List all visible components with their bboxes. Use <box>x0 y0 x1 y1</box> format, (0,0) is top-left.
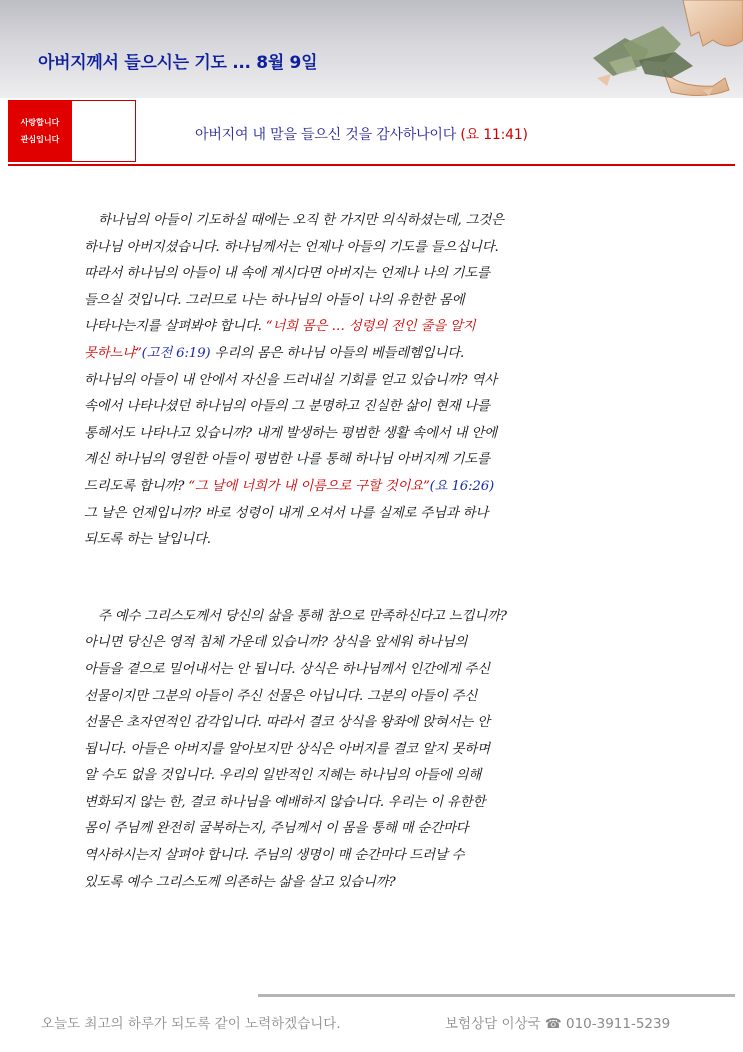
footer-divider <box>258 994 735 997</box>
text-segment: 우리의 몸은 하나님 아들의 베들레헴입니다. <box>210 345 465 361</box>
header-banner <box>0 0 743 98</box>
text-line: 통해서도 나타나고 있습니까? 내게 발생하는 평범한 생활 속에서 내 안에 <box>84 425 497 441</box>
scripture-reference: (고전 6:19) <box>141 345 211 361</box>
devotional-body <box>84 208 674 896</box>
page-title: 아버지께서 들으시는 기도 ... 8월 9일 <box>38 53 318 73</box>
text-line: 속에서 나타나셨던 하나님의 아들의 그 분명하고 진실한 삶이 현재 나를 <box>84 399 490 415</box>
text-segment: 나타나는지를 살펴봐야 합니다. <box>84 319 266 335</box>
text-line: 알 수도 없을 것입니다. 우리의 일반적인 지혜는 하나님의 아들에 의해 <box>84 768 482 784</box>
footer-slogan: 오늘도 최고의 하루가 되도록 같이 노력하겠습니다. <box>41 1016 341 1032</box>
text-line: 선물은 초자연적인 감각입니다. 따라서 결코 상식을 왕좌에 앉혀서는 안 <box>84 715 490 731</box>
paragraph-2 <box>84 604 674 897</box>
text-line: 선물이지만 그분의 아들이 주신 선물은 아닙니다. 그분의 아들이 주신 <box>84 688 478 704</box>
text-line: 변화되지 않는 한, 결코 하나님을 예배하지 않습니다. 우리는 이 유한한 <box>84 794 486 810</box>
text-line: 하나님의 아들이 내 안에서 자신을 드러내실 기회를 얻고 있습니까? 역사 <box>84 372 497 388</box>
text-line: 따라서 하나님의 아들이 내 속에 계시다면 아버지는 언제나 나의 기도를 <box>84 266 490 282</box>
text-segment: 드리도록 합니까? <box>84 478 189 494</box>
eggshell-money-illustration <box>553 0 743 98</box>
text-line: 그 날은 언제입니까? 바로 성령이 내게 오셔서 나를 실제로 주님과 하나 <box>84 505 489 521</box>
text-line <box>84 341 674 368</box>
key-verse <box>195 124 528 144</box>
scripture-quote: “너희 몸은 … 성령의 전인 줄을 알지 <box>265 319 476 335</box>
badge-line-1: 사랑합니다 <box>20 118 60 127</box>
blank-box <box>72 100 136 162</box>
scripture-quote: 못하느냐” <box>84 345 142 361</box>
text-line: 하나님의 아들이 기도하실 때에는 오직 한 가지만 의식하셨는데, 그것은 <box>98 213 504 228</box>
text-line <box>84 474 674 501</box>
verse-text: 아버지여 내 말을 들으신 것을 감사하나이다 <box>195 127 457 143</box>
text-line: 아들을 곁으로 밀어내서는 안 됩니다. 상식은 하나님께서 인간에게 주신 <box>84 661 490 677</box>
text-line: 들으실 것입니다. 그러므로 나는 하나님의 아들이 나의 유한한 몸에 <box>84 292 465 308</box>
text-line: 아니면 당신은 영적 침체 가운데 있습니까? 상식을 앞세워 하나님의 <box>84 635 468 651</box>
text-line: 됩니다. 아들은 아버지를 알아보지만 상식은 아버지를 결코 알지 못하며 <box>84 741 490 757</box>
text-line: 계신 하나님의 영원한 아들이 평범한 나를 통해 하나님 아버지께 기도를 <box>84 452 490 468</box>
verse-bar <box>8 100 735 166</box>
text-line <box>84 314 674 341</box>
text-line: 역사하시는지 살펴야 합니다. 주님의 생명이 매 순간마다 드러날 수 <box>84 848 465 864</box>
scripture-quote: “그 날에 너희가 내 이름으로 구할 것이요” <box>188 478 430 494</box>
badge-line-2: 관심입니다 <box>20 135 60 144</box>
text-line: 주 예수 그리스도께서 당신의 삶을 통해 참으로 만족하신다고 느낍니까? <box>98 608 507 624</box>
text-line: 몸이 주님께 완전히 굴복하는지, 주님께서 이 몸을 통해 매 순간마다 <box>84 821 469 837</box>
paragraph-1 <box>84 208 674 554</box>
verse-reference: (요 11:41) <box>460 127 528 143</box>
text-line: 하나님 아버지셨습니다. 하나님께서는 언제나 아들의 기도를 들으십니다. <box>84 239 499 255</box>
text-line: 있도록 예수 그리스도께 의존하는 삶을 살고 있습니까? <box>84 874 396 890</box>
scripture-reference: (요 16:26) <box>429 478 495 494</box>
footer <box>41 1012 721 1032</box>
text-line: 되도록 하는 날입니다. <box>84 532 211 548</box>
footer-contact: 보험상담 이상국 ☎ 010-3911-5239 <box>445 1016 671 1032</box>
label-badge <box>8 100 72 162</box>
